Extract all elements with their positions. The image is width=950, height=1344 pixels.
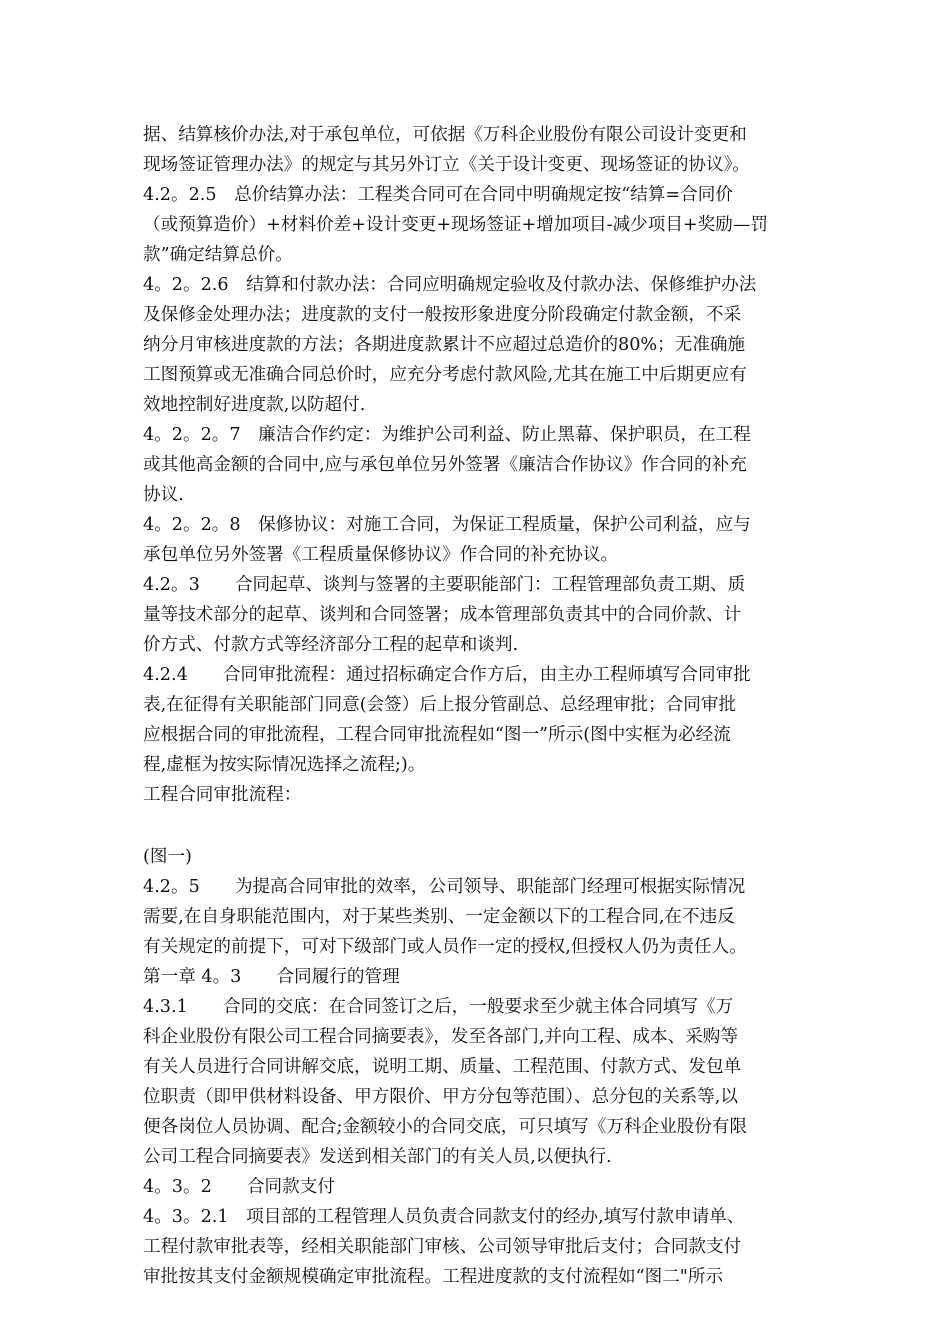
text-line: (图一)	[143, 847, 192, 867]
text-line: 及保修金处理办法；进度款的支付一般按形象进度分阶段确定付款金额，不采	[143, 305, 742, 325]
text-line: 位职责（即甲供材料设备、甲方限价、甲方分包等范围）、总分包的关系等,以	[143, 1087, 738, 1107]
text-line: 工图预算或无准确合同总价时，应充分考虑付款风险,尤其在施工中后期更应有	[143, 365, 747, 385]
text-line: 4。2。2。7 廉洁合作约定：为维护公司利益、防止黑幕、保护职员，在工程	[143, 425, 751, 445]
text-line: 款”确定结算总价。	[143, 245, 293, 265]
text-line: 或其他高金额的合同中,应与承包单位另外签署《廉洁合作协议》作合同的补充	[143, 455, 747, 475]
text-line: 现场签证管理办法》的规定与其另外订立《关于设计变更、现场签证的协议》。	[143, 155, 750, 175]
text-line: 工程合同审批流程：	[143, 785, 302, 805]
text-line: 表,在征得有关职能部门同意(会签）后上报分管副总、总经理审批；合同审批	[143, 695, 737, 715]
text-line: 效地控制好进度款,以防超付.	[143, 395, 366, 415]
text-line: 工程付款审批表等，经相关职能部门审核、公司领导审批后支付；合同款支付	[143, 1237, 742, 1257]
text-line: 有关规定的前提下，可对下级部门或人员作一定的授权,但授权人仍为责任人。	[143, 937, 747, 957]
text-line: 量等技术部分的起草、谈判和合同签署；成本管理部负责其中的合同价款、计	[143, 605, 742, 625]
text-line: 需要,在自身职能范围内，对于某些类别、一定金额以下的工程合同,在不违反	[143, 907, 735, 927]
text-line: 4。3。2 合同款支付	[143, 1177, 335, 1197]
text-line: 便各岗位人员协调、配合;金额较小的合同交底，可只填写《万科企业股份有限	[143, 1117, 748, 1137]
text-line: 4。3。2.1 项目部的工程管理人员负责合同款支付的经办,填写付款申请单、	[143, 1207, 745, 1227]
text-line: 公司工程合同摘要表》发送到相关部门的有关人员,以便执行.	[143, 1147, 612, 1167]
text-line: 纳分月审核进度款的方法；各期进度款累计不应超过总造价的80%；无准确施	[143, 335, 746, 355]
text-line: 承包单位另外签署《工程质量保修协议》作合同的补充协议。	[143, 545, 619, 565]
text-line: 审批按其支付金额规模确定审批流程。工程进度款的支付流程如“图二"所示	[143, 1267, 724, 1287]
text-line: 科企业股份有限公司工程合同摘要表》，发至各部门,并向工程、成本、采购等	[143, 1027, 738, 1047]
text-line: （或预算造价）+材料价差+设计变更+现场签证+增加项目-减少项目+奖励—罚	[143, 215, 769, 235]
text-line: 程,虚框为按实际情况选择之流程;)。	[143, 755, 426, 775]
text-block-top	[143, 120, 823, 810]
text-line: 4。2。2.6 结算和付款办法：合同应明确规定验收及付款办法、保修维护办法	[143, 275, 757, 295]
text-line: 价方式、付款方式等经济部分工程的起草和谈判.	[143, 635, 519, 655]
text-line: 4.2。5 为提高合同审批的效率，公司领导、职能部门经理可根据实际情况	[143, 877, 746, 897]
text-line: 协议.	[143, 485, 184, 505]
text-line: 4.2。3 合同起草、谈判与签署的主要职能部门：工程管理部负责工期、质	[143, 575, 746, 595]
text-line: 应根据合同的审批流程，工程合同审批流程如“图一”所示(图中实框为必经流	[143, 725, 731, 745]
text-line: 据、结算核价办法,对于承包单位，可依据《万科企业股份有限公司设计变更和	[143, 125, 747, 145]
text-line: 有关人员进行合同讲解交底，说明工期、质量、工程范围、付款方式、发包单	[143, 1057, 742, 1077]
text-line: 4.2.4 合同审批流程：通过招标确定合作方后，由主办工程师填写合同审批	[143, 665, 751, 685]
text-line: 4.2。2.5 总价结算办法：工程类合同可在合同中明确规定按“结算=合同价	[143, 185, 733, 205]
text-line: 4。2。2。8 保修协议：对施工合同，为保证工程质量，保护公司利益，应与	[143, 515, 751, 535]
text-line: 4.3.1 合同的交底：在合同签订之后，一般要求至少就主体合同填写《万	[143, 997, 734, 1017]
text-block-bottom	[143, 842, 823, 1292]
text-line: 第一章 4。3 合同履行的管理	[143, 967, 400, 987]
